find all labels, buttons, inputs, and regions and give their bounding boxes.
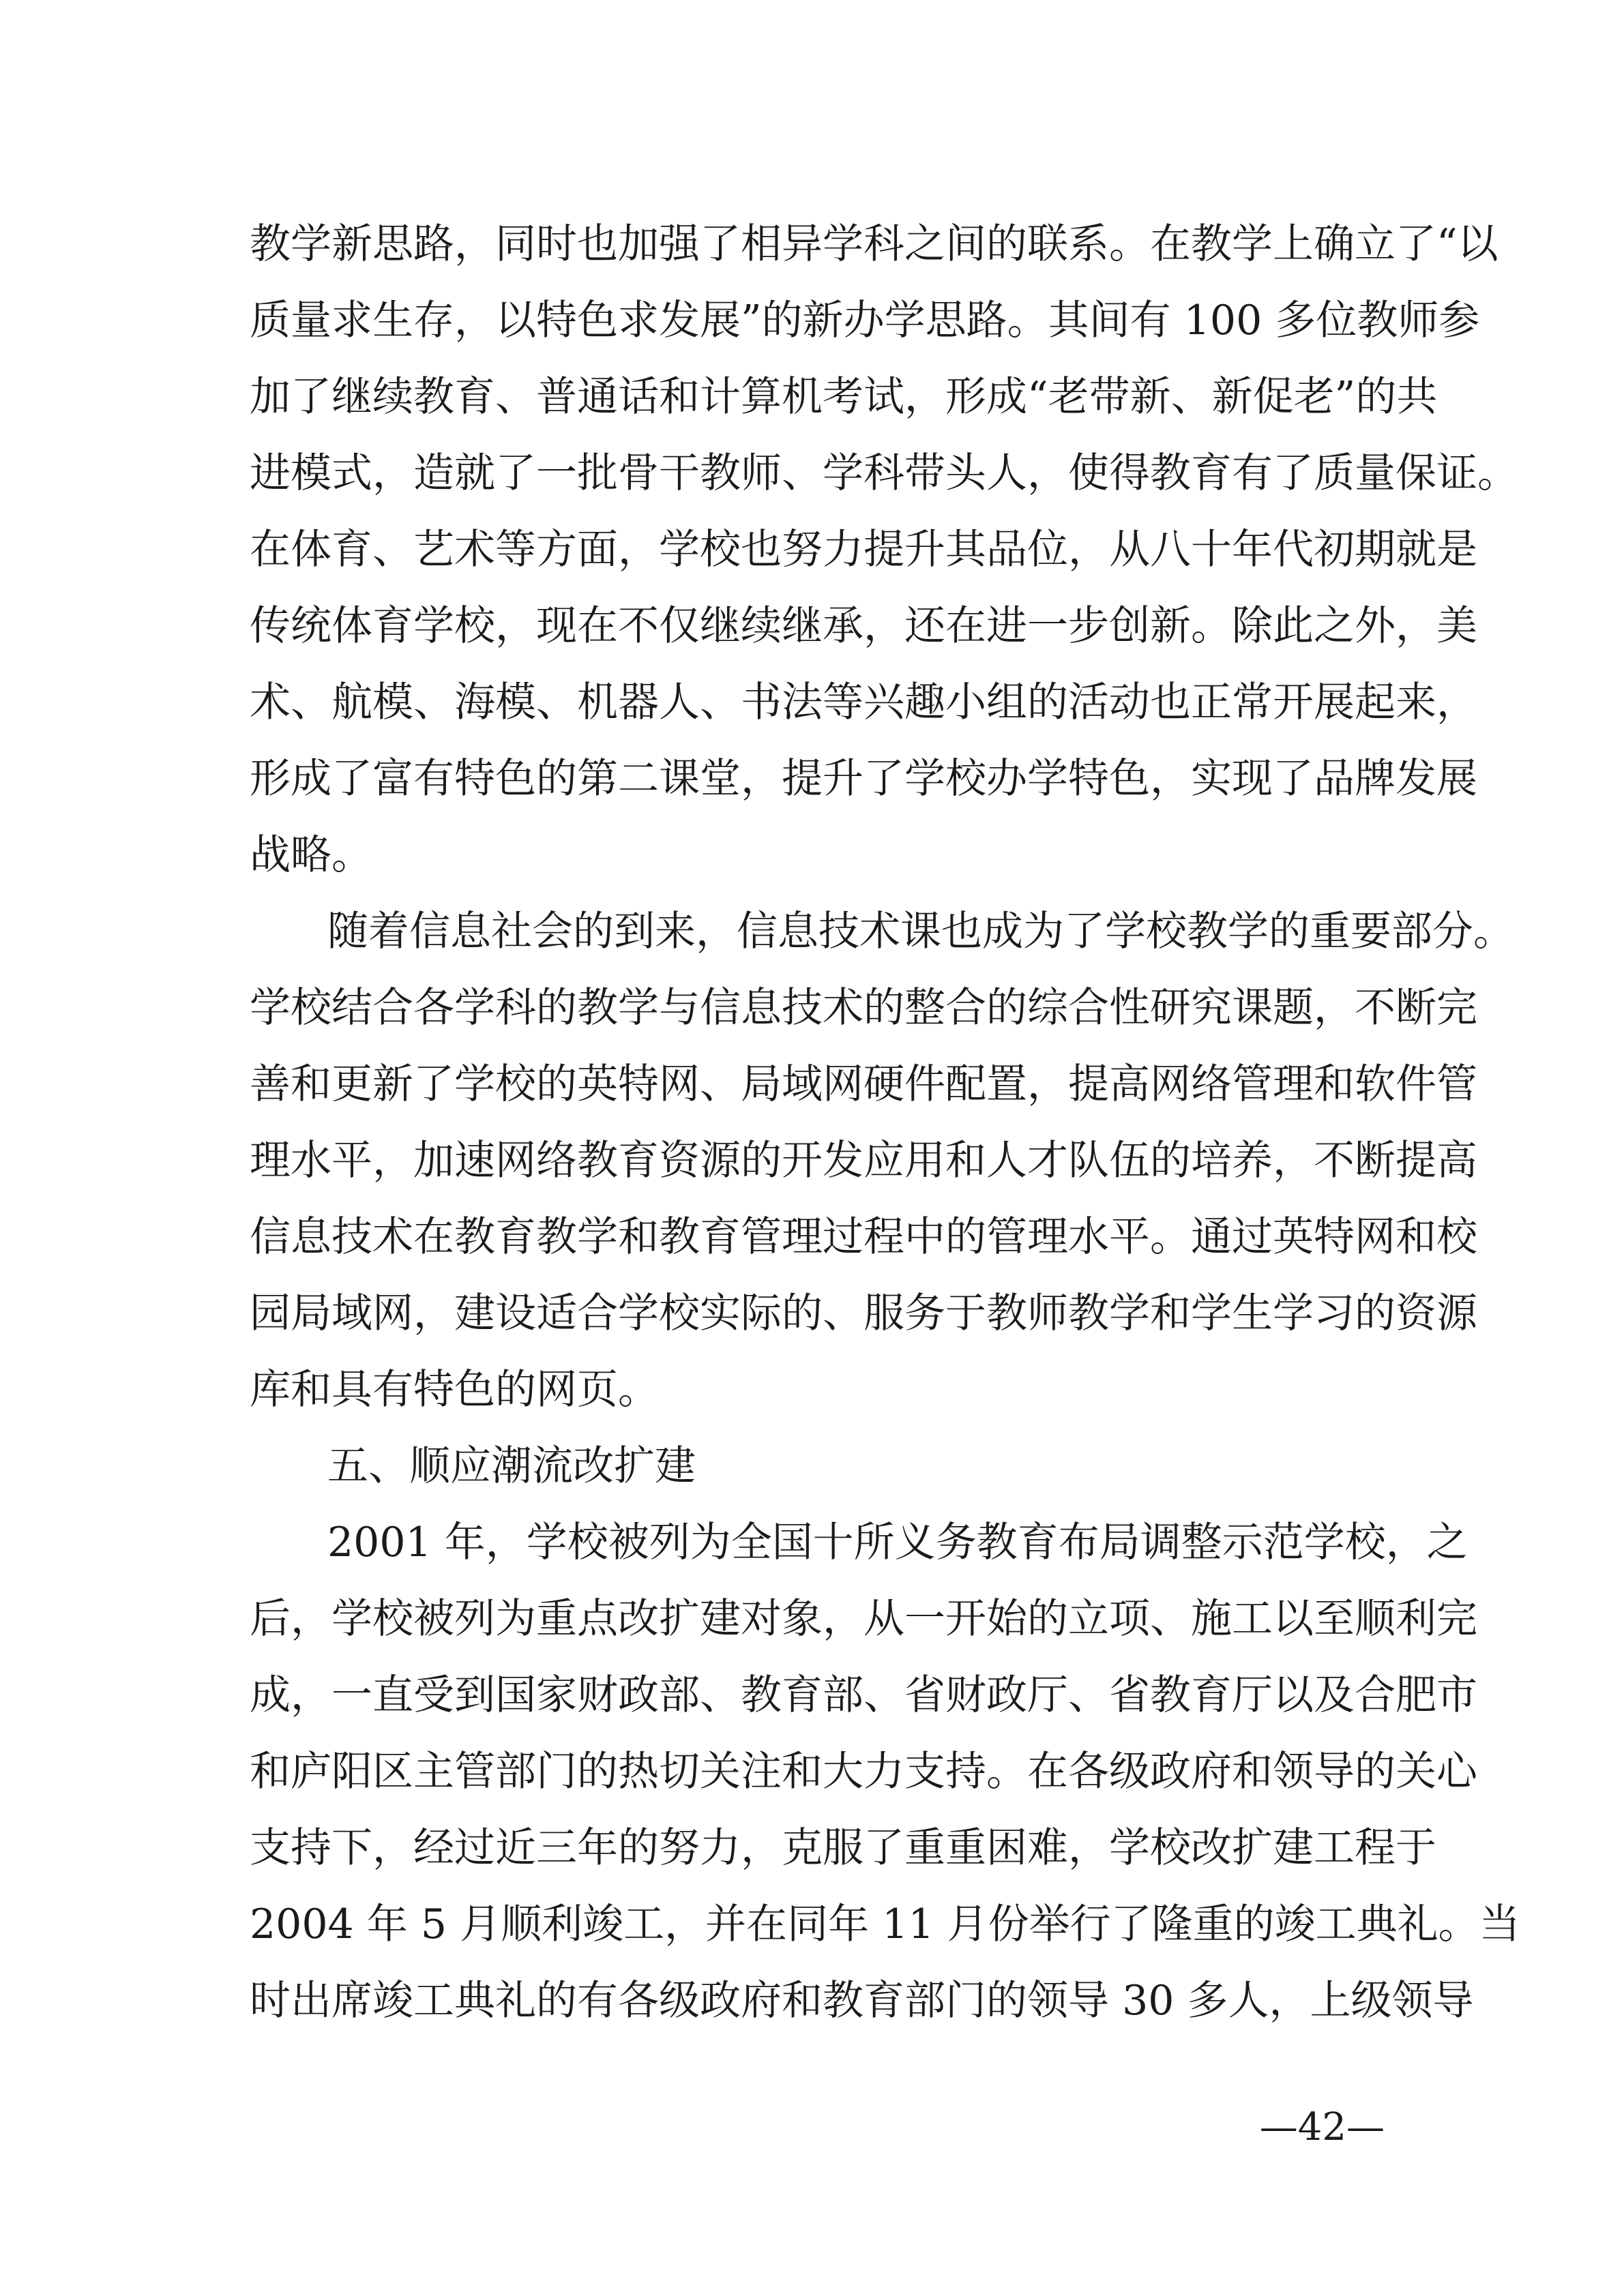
text-line: 战略。	[250, 831, 372, 879]
text-line: 支持下，经过近三年的努力，克服了重重困难，学校改扩建工程于	[250, 1824, 1436, 1872]
text-line: 加了继续教育、普通话和计算机考试，形成“老带新、新促老”的共	[250, 373, 1438, 421]
text-line: 质量求生存，以特色求发展”的新办学思路。其间有 100 多位教师参	[250, 297, 1480, 344]
paragraph-start-line: 随着信息社会的到来，信息技术课也成为了学校教学的重要部分。	[327, 908, 1514, 955]
text-line: 信息技术在教育教学和教育管理过程中的管理水平。通过英特网和校	[250, 1213, 1477, 1261]
text-line: 在体育、艺术等方面，学校也努力提升其品位，从八十年代初期就是	[250, 526, 1477, 573]
text-line: 库和具有特色的网页。	[250, 1366, 659, 1414]
text-line: 形成了富有特色的第二课堂，提升了学校办学特色，实现了品牌发展	[250, 755, 1477, 803]
text-line: 时出席竣工典礼的有各级政府和教育部门的领导 30 多人，上级领导	[250, 1977, 1474, 2025]
text-line: 术、航模、海模、机器人、书法等兴趣小组的活动也正常开展起来，	[250, 679, 1477, 726]
text-line: 和庐阳区主管部门的热切关注和大力支持。在各级政府和领导的关心	[250, 1748, 1477, 1795]
text-line: 学校结合各学科的教学与信息技术的整合的综合性研究课题，不断完	[250, 984, 1477, 1032]
text-line: 善和更新了学校的英特网、局域网硬件配置，提高网络管理和软件管	[250, 1060, 1477, 1108]
text-line: 园局域网，建设适合学校实际的、服务于教师教学和学生学习的资源	[250, 1289, 1477, 1337]
section-heading: 五、顺应潮流改扩建	[327, 1442, 696, 1490]
page-number: —42—	[1259, 2105, 1385, 2149]
text-line: 2004 年 5 月顺利竣工，并在同年 11 月份举行了隆重的竣工典礼。当	[250, 1900, 1520, 1948]
paragraph-start-line: 2001 年，学校被列为全国十所义务教育布局调整示范学校，之	[327, 1519, 1468, 1566]
text-line: 理水平，加速网络教育资源的开发应用和人才队伍的培养，不断提高	[250, 1137, 1477, 1184]
text-line: 传统体育学校，现在不仅继续继承，还在进一步创新。除此之外，美	[250, 602, 1477, 650]
text-line: 进模式，造就了一批骨干教师、学科带头人，使得教育有了质量保证。	[250, 449, 1518, 497]
text-line: 教学新思路，同时也加强了相异学科之间的联系。在教学上确立了“以	[250, 220, 1498, 268]
text-line: 后，学校被列为重点改扩建对象，从一开始的立项、施工以至顺利完	[250, 1595, 1477, 1643]
text-line: 成，一直受到国家财政部、教育部、省财政厅、省教育厅以及合肥市	[250, 1671, 1477, 1719]
